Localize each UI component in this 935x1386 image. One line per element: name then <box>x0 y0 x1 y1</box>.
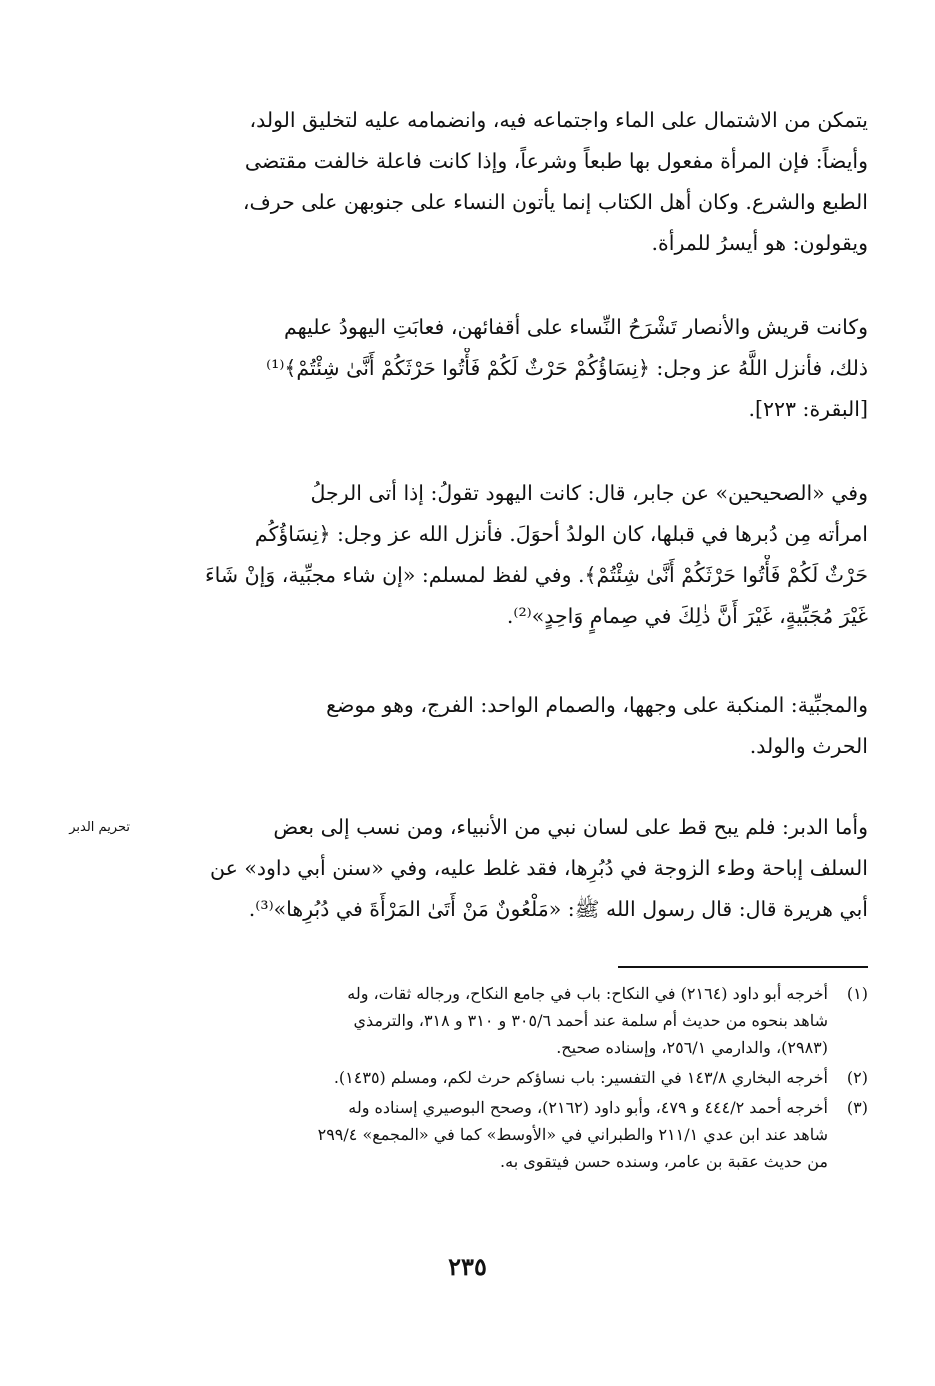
margin-note: تحريم الدبر <box>69 820 130 835</box>
footnote-line: (٢٩٨٣)، والدارمي ٢٥٦/١، وإسناده صحيح. <box>556 1038 828 1057</box>
text-line: ويقولون: هو أيسرُ للمرأة. <box>651 231 868 255</box>
footnote-text <box>162 980 828 1061</box>
text-line: السلف إباحة وطء الزوجة في دُبُرِها، فقد غلط عليه، وفي «سنن أبي داود» عن <box>209 856 868 880</box>
text-line: حَرْثٌ لَكُمْ فَأْتُوا حَرْثَكُمْ أَنَّىٰ شِئْتُمْ﴾. وفي لفظ لمسلم: «إن شاء مجبِّية، وَإنْ شَاءَ <box>205 563 868 587</box>
footnote-2 <box>162 1064 868 1091</box>
text-line: وأيضاً: فإن المرأة مفعول بها طبعاً وشرعاً، وإذا كانت فاعلة خالفت مقتضى <box>244 149 868 173</box>
paragraph-3 <box>162 473 868 637</box>
text-line: الحرث والولد. <box>749 734 868 758</box>
footnotes <box>162 980 868 1178</box>
footnote-text <box>162 1064 828 1091</box>
text-line: وفي «الصحيحين» عن جابر، قال: كانت اليهود تقولُ: إذا أتى الرجلُ <box>310 481 868 505</box>
footnote-line: شاهد بنحوه من حديث أم سلمة عند أحمد ٣٠٥/٦ و ٣١٠ و ٣١٨، والترمذي <box>353 1011 828 1030</box>
footnote-line: من حديث عقبة بن عامر، وسنده حسن فيتقوى به. <box>500 1152 828 1171</box>
text-line: [البقرة: ٢٢٣]. <box>748 397 868 421</box>
text-line: ذلك، فأنزل اللَّهُ عز وجل: ﴿نِسَاؤُكُمْ حَرْثٌ لَكُمْ فَأْتُوا حَرْثَكُمْ أَنَّىٰ شِئْتُمْ﴾⁽¹⁾ <box>266 356 868 380</box>
footnote-line: أخرجه البخاري ١٤٣/٨ في التفسير: باب نساؤكم حرث لكم، ومسلم (١٤٣٥). <box>333 1068 828 1087</box>
footnote-number: (٢) <box>846 1068 868 1087</box>
text-line: غَيْرَ مُجَبِّيةٍ، غَيْرَ أَنَّ ذٰلِكَ في صِمامٍ وَاحِدٍ»⁽²⁾. <box>506 604 868 628</box>
footnote-3 <box>162 1094 868 1175</box>
footnote-1 <box>162 980 868 1061</box>
footnote-divider <box>618 966 868 968</box>
text-line: امرأته مِن دُبرها في قبلها، كان الولدُ أحوَلَ. فأنزل الله عز وجل: ﴿نِسَاؤُكُم <box>254 522 868 546</box>
footnote-line: أخرجه أحمد ٤٤٤/٢ و ٤٧٩، وأبو داود (٢١٦٢)، وصحح البوصيري إسناده وله <box>348 1098 828 1117</box>
text-line: والمجبِّية: المنكبة على وجهها، والصمام الواحد: الفرج، وهو موضع <box>326 693 868 717</box>
footnote-number: (١) <box>846 984 868 1003</box>
paragraph-1 <box>162 100 868 264</box>
footnote-text <box>162 1094 828 1175</box>
paragraph-5 <box>162 807 868 930</box>
text-line: وكانت قريش والأنصار تَشْرَحُ النِّساء على أقفائهن، فعابَتِ اليهودُ عليهم <box>283 315 868 339</box>
text-line: أبي هريرة قال: قال رسول الله ﷺ: «مَلْعُونٌ مَنْ أَتَىٰ المَرْأَةَ في دُبُرِها»⁽³⁾. <box>248 897 868 921</box>
paragraph-4 <box>162 685 868 767</box>
text-line: وأما الدبر: فلم يبح قط على لسان نبي من الأنبياء، ومن نسب إلى بعض <box>273 815 868 839</box>
paragraph-2 <box>162 307 868 430</box>
page-number: ٢٣٥ <box>448 1252 487 1281</box>
footnote-number: (٣) <box>846 1098 868 1117</box>
text-line: يتمكن من الاشتمال على الماء واجتماعه فيه، وانضمامه عليه لتخليق الولد، <box>249 108 868 132</box>
text-line: الطبع والشرع. وكان أهل الكتاب إنما يأتون النساء على جنوبهن على حرف، <box>242 190 868 214</box>
footnote-line: أخرجه أبو داود (٢١٦٤) في النكاح: باب في جامع النكاح، ورجاله ثقات، وله <box>347 984 828 1003</box>
footnote-line: شاهد عند ابن عدي ٢١١/١ والطبراني في «الأوسط» كما في «المجمع» ٢٩٩/٤ <box>317 1125 828 1144</box>
